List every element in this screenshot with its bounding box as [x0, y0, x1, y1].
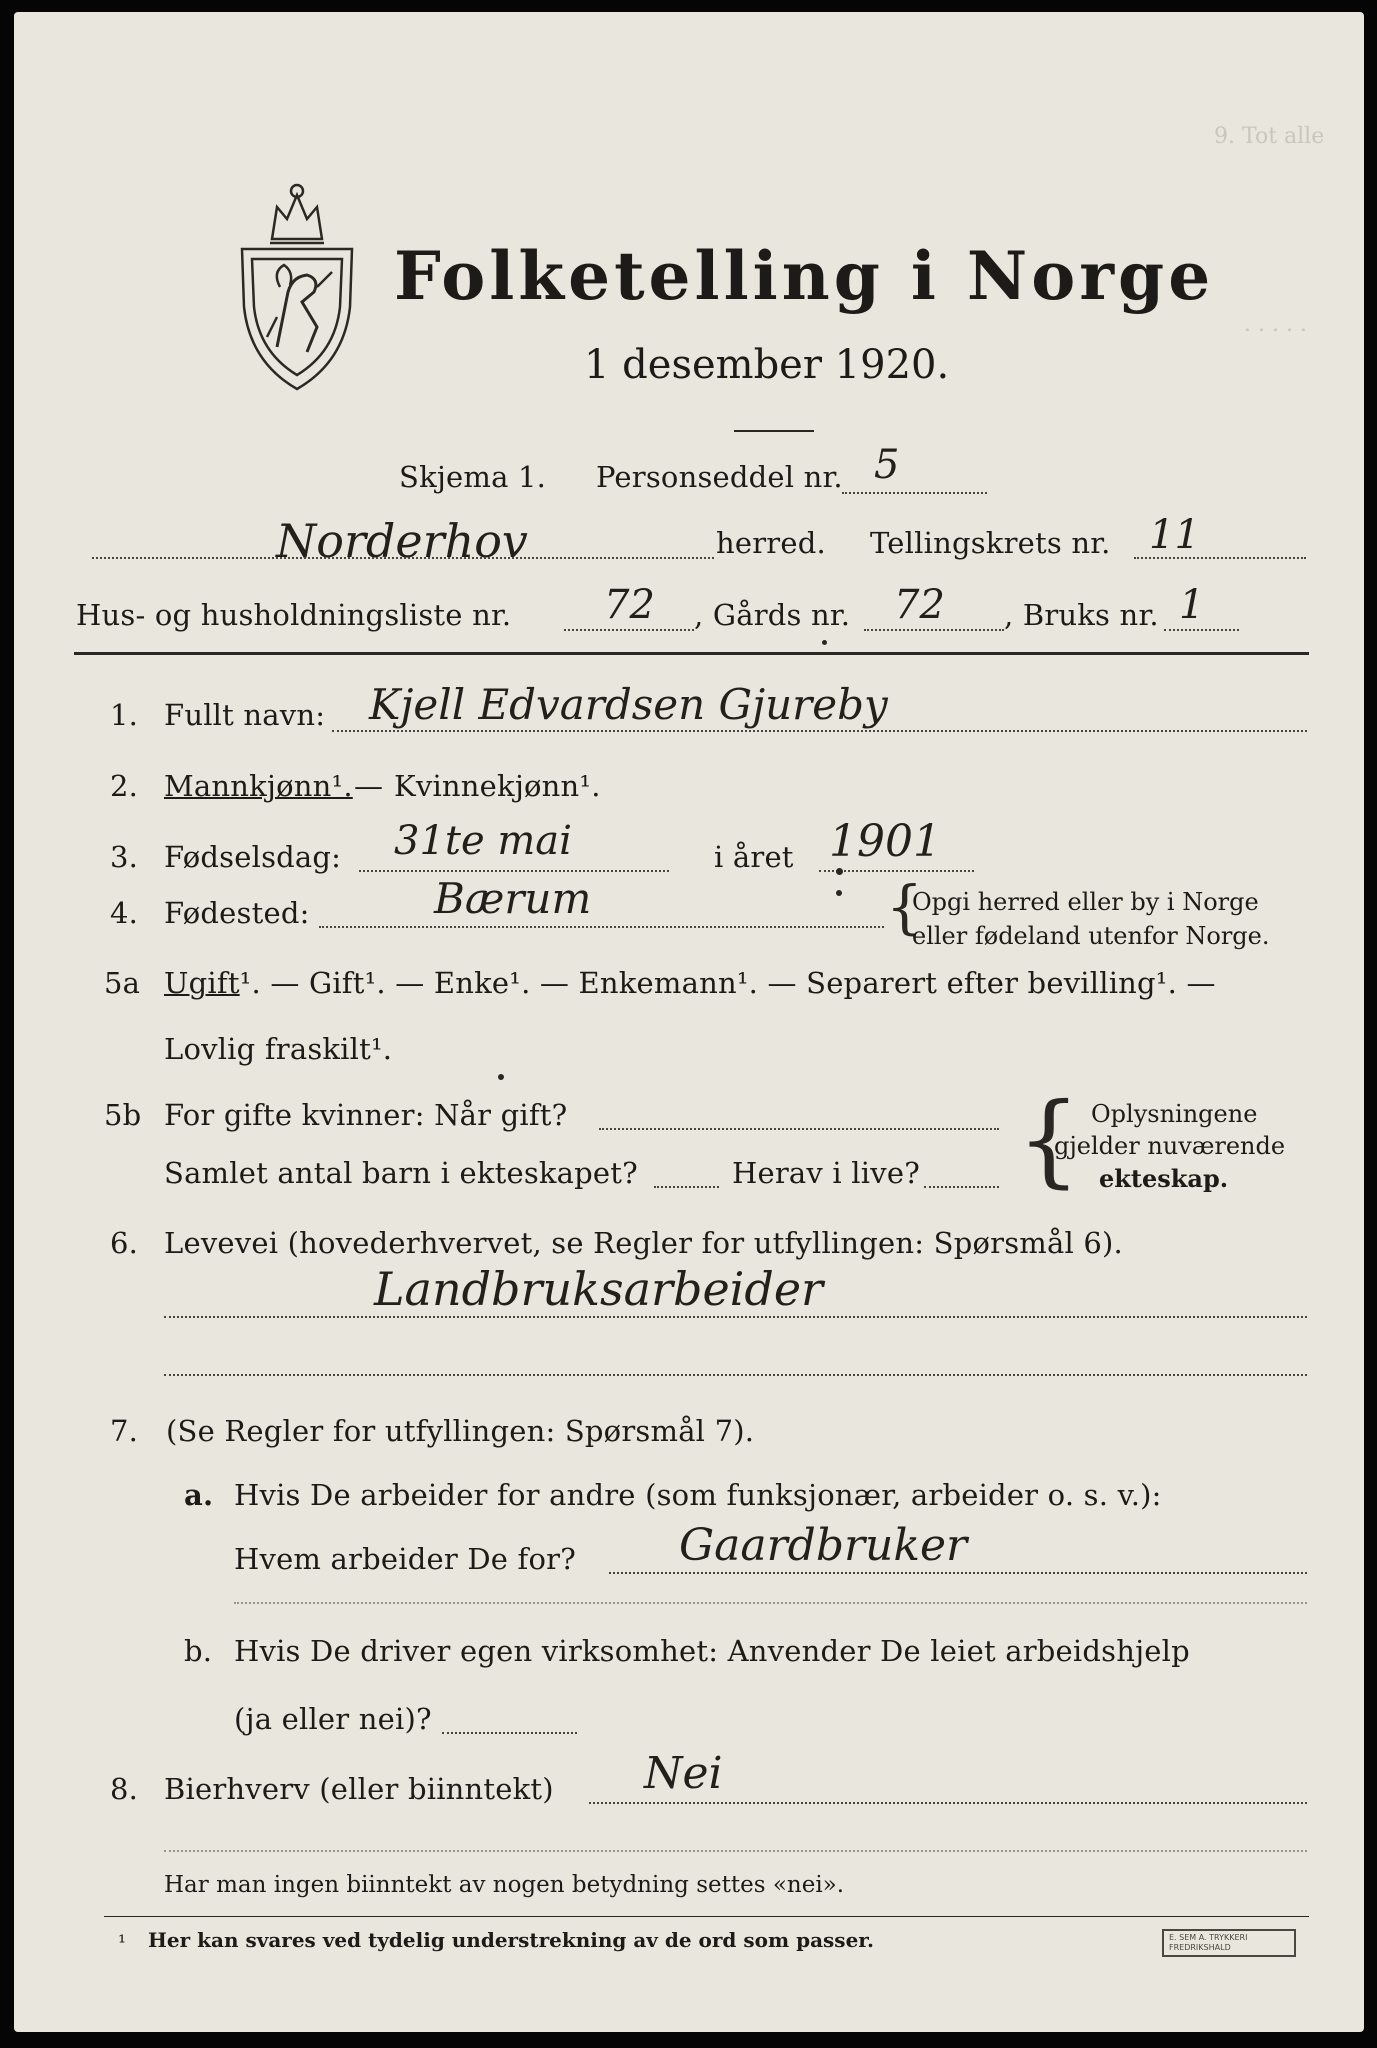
- q8-side-income-value: Nei: [644, 1748, 723, 1799]
- q8-label: Bierhverv (eller biinntekt): [164, 1772, 554, 1806]
- q4-note-line2: eller fødeland utenfor Norge.: [912, 922, 1270, 950]
- q6-number: 6.: [110, 1226, 139, 1260]
- q7b-line: [442, 1732, 577, 1734]
- tellingskrets-value: 11: [1149, 512, 1200, 558]
- q7a-line2: Hvem arbeider De for?: [234, 1542, 576, 1576]
- q4-number: 4.: [110, 896, 139, 930]
- q5b-married-line: [599, 1128, 999, 1130]
- q8-line2: [164, 1850, 1307, 1852]
- q6-occupation-value: Landbruksarbeider: [374, 1262, 824, 1316]
- norwegian-coat-of-arms-icon: [232, 177, 362, 392]
- q7b-line2: (ja eller nei)?: [234, 1702, 432, 1736]
- q8-number: 8.: [110, 1772, 139, 1806]
- q7a-line-extra: [234, 1602, 1307, 1604]
- q1-full-name-value: Kjell Edvardsen Gjureby: [369, 680, 888, 729]
- q1-line: [332, 730, 1307, 732]
- q5b-note-line1: Oplysningene: [1091, 1100, 1258, 1128]
- census-date: 1 desember 1920.: [584, 342, 950, 388]
- husliste-line: [564, 629, 694, 631]
- gards-label: , Gårds nr.: [694, 598, 851, 632]
- q7a-employer-value: Gaardbruker: [679, 1520, 968, 1571]
- q5a-marital-options: [164, 966, 1216, 1000]
- personseddel-value: 5: [874, 442, 900, 488]
- q7a-letter: a.: [184, 1478, 214, 1512]
- q2-male-option: Mannkjønn¹.: [164, 769, 353, 803]
- q7b-letter: b.: [184, 1634, 213, 1668]
- q5b-children-line: [654, 1186, 719, 1188]
- title-divider: [734, 430, 814, 432]
- husliste-value: 72: [604, 582, 655, 628]
- q3-number: 3.: [110, 840, 139, 874]
- header-separator: [74, 652, 1309, 655]
- q2-separator: —: [354, 769, 384, 803]
- q3-year-label: i året: [714, 840, 794, 874]
- q5b-note-line2: gjelder nuværende: [1054, 1132, 1286, 1160]
- q7b-line1: Hvis De driver egen virksomhet: Anvender De leiet arbeidshjelp: [234, 1634, 1190, 1668]
- bruks-line: [1164, 629, 1239, 631]
- bleed-through-text: 9. Tot alle: [1214, 124, 1325, 149]
- q1-number: 1.: [110, 698, 139, 732]
- q5b-note-line3: ekteskap.: [1099, 1164, 1229, 1193]
- q3-day-line: [359, 870, 669, 872]
- q4-label: Fødested:: [164, 896, 310, 930]
- herred-value: Norderhov: [276, 514, 528, 568]
- q4-note-line1: Opgi herred eller by i Norge: [912, 888, 1259, 916]
- q5b-alive-line: [924, 1186, 999, 1188]
- gards-line: [864, 629, 1004, 631]
- ink-dot: [836, 890, 842, 896]
- q6-line1: [164, 1316, 1307, 1318]
- footer-divider: [104, 1916, 1309, 1917]
- q1-label: Fullt navn:: [164, 698, 326, 732]
- q3-birthday-value: 31te mai: [394, 818, 572, 864]
- bruks-label: , Bruks nr.: [1004, 598, 1159, 632]
- bleed-through-text: . . . . .: [1244, 312, 1307, 337]
- footer-note: Har man ingen biinntekt av nogen betydning settes «nei».: [164, 1872, 845, 1898]
- personseddel-line: [842, 492, 987, 494]
- q7-label: (Se Regler for utfyllingen: Spørsmål 7).: [166, 1414, 755, 1448]
- q5a-number: 5a: [104, 966, 141, 1000]
- q5a-line2: Lovlig fraskilt¹.: [164, 1032, 393, 1066]
- tellingskrets-line: [1134, 557, 1306, 559]
- footnote-text: Her kan svares ved tydelig understrekning av de ord som passer.: [148, 1928, 874, 1952]
- q8-line: [589, 1802, 1307, 1804]
- q5b-brace: {: [1017, 1081, 1081, 1198]
- herred-line: [92, 557, 714, 559]
- q2-number: 2.: [110, 769, 139, 803]
- herred-label: herred.: [716, 526, 826, 560]
- q5b-children-label: Samlet antal barn i ekteskapet?: [164, 1156, 638, 1190]
- q2-female-option: Kvinnekjønn¹.: [394, 769, 601, 803]
- ink-dot: [836, 868, 843, 875]
- printer-stamp: E. SEM A. TRYKKERI FREDRIKSHALD: [1162, 1929, 1296, 1957]
- q6-line2: [164, 1374, 1307, 1376]
- skjema-label: Skjema 1.: [399, 460, 547, 494]
- q3-label: Fødselsdag:: [164, 840, 342, 874]
- q7-number: 7.: [110, 1414, 139, 1448]
- census-form-page: [14, 12, 1364, 2032]
- footnote-mark: ¹: [118, 1930, 127, 1954]
- tellingskrets-label: Tellingskrets nr.: [870, 526, 1111, 560]
- ink-dot: [822, 640, 827, 645]
- q3-birth-year-value: 1901: [829, 816, 941, 867]
- q4-birthplace-value: Bærum: [434, 874, 592, 923]
- form-title: Folketelling i Norge: [394, 237, 1215, 315]
- q7a-line: [609, 1572, 1307, 1574]
- q4-line: [319, 926, 884, 928]
- q5b-line1: For gifte kvinner: Når gift?: [164, 1098, 568, 1132]
- personseddel-label: Personseddel nr.: [596, 460, 843, 494]
- husliste-label: Hus- og husholdningsliste nr.: [76, 598, 512, 632]
- q6-label: Levevei (hovederhvervet, se Regler for utfyllingen: Spørsmål 6).: [164, 1226, 1123, 1260]
- ink-dot: [498, 1074, 504, 1080]
- q7a-line1: Hvis De arbeider for andre (som funksjonær, arbeider o. s. v.):: [234, 1478, 1162, 1512]
- q5b-alive-label: Herav i live?: [732, 1156, 920, 1190]
- q5b-number: 5b: [104, 1098, 142, 1132]
- q4-brace: {: [886, 873, 923, 941]
- q5a-ugift-option: Ugift: [164, 966, 240, 1000]
- bruks-value: 1: [1179, 582, 1205, 628]
- gards-value: 72: [894, 582, 945, 628]
- q5a-other-options: ¹. — Gift¹. — Enke¹. — Enkemann¹. — Separert efter bevilling¹. —: [239, 966, 1216, 1000]
